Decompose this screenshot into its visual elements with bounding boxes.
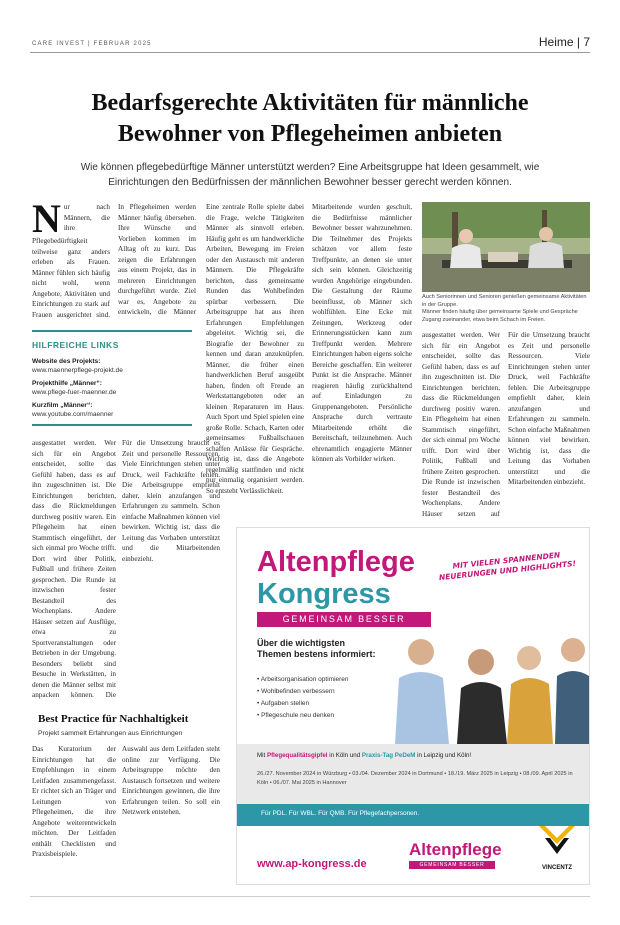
article-col2-top: In Pflegeheimen werden Männer häufig übersehen. Ihre Wünsche und Vorlieben kommen im Alltag oft zu kurz. Das zeigen die Erfahrungen aus einem Projekt, das in mehreren Einrichtungen durchgeführt wurde. Ziel war es, Angebote zu entwickeln, die Männer [118,203,196,316]
ad-info-heading: Über die wichtigsten Themen bestens informiert: [257,638,376,659]
article-col6: Für die Umsetzung braucht es Zeit und personelle Ressourcen. Viele Einrichtungen stehen unter Druck, weil Fachkräfte fehlen. Die Arbeitsgruppe empfiehlt daher, klein anzufangen und Erfahrungen zu sammeln. Schon einfache Maßnahmen können viel bewirken. Wichtig ist, dass die Leitung das Vorhaben unterstützt und die Mitarbeitenden einbezieht. [508,331,590,486]
bottom-col2: Auswahl aus dem Leitfaden steht online zur Verfügung. Die Arbeitsgruppe möchte den Austausch fortsetzen und weitere Einrichtungen gewinnen, die ihre Erfahrungen teilen. So soll ein Netzwerk entstehen. [122,745,220,816]
headline-line-1: Bedarfsgerechte Aktivitäten für männliche [91,90,529,116]
photo-caption-bottom: Männer finden häufig über gemeinsame Spiele und Gespräche Zugang zueinander, etwa beim Schach im Freien. [422,309,578,323]
links-title: HILFREICHE LINKS [32,340,119,350]
drop-cap: N [32,202,61,241]
ad-audience-bar [237,804,590,826]
ad-title-kongress: Kongress [257,578,391,610]
ad-title-altenpflege: Altenpflege [257,546,415,578]
ad-topic: • Pflegeschule neu denken [257,712,335,719]
advertisement-kongress[interactable] [236,527,590,885]
helpful-links-box [32,330,192,426]
ad-vincentz-logo: VINCENTZ [533,824,581,871]
bottom-col1: Das Kuratorium der Einrichtungen hat die Empfehlungen in einem Leitfaden zusammengefasst. Er richtet sich an Träger und Leitungen von Pflegeheimen, die ihre Angebote weiterentwickeln möchten. Der Leitfaden enthält Checklisten und Praxisbeispiele. [32,745,116,858]
headline-line-2: Bewohner von Pflegeheimen anbieten [117,121,503,147]
article-col1-lower: ausgestattet werden. Wer sich für ein Angebot entscheidet, sollte das Gefühl haben, dass es auf ihn zugeschnitten ist. Die Einrichtungen berichten, dass die Rückmeldungen durchweg positiv waren. Ein Pflegeheim hat einen Stammtisch eingeführt, der sich einmal pro Woche trifft. Dort wird über Politik, Fußball und frühere Zeiten gesprochen. Die Runde ist inzwischen fester Bestandteil des Wochenplans. Andere Häuser setzen auf Ausflüge, etwa zu Sportveranstaltungen oder Betrieben in der Umgebung. Besonders beliebt sind Besuche in Werkstätten, in denen die Männer selbst mit anpacken können. Die [32,439,116,699]
vincentz-logo-icon [537,824,577,858]
col1-top-text: ur nach Männern, die ihre Pflegebedürftigkeit teilweise ganz anders erleben als Frauen. Männer fühlen sich häufig nicht wohl, wenn Angebote, Aktivitäten und Einrichtungen zu stark auf Frauen ausgerichtet sind. [32,203,110,319]
article-col1-top [32,202,110,320]
ad-topic: • Arbeitsorganisation optimieren [257,676,349,683]
link-item[interactable]: Kurzfilm „Männer“: www.youtube.com/maenner [32,402,114,418]
photo-chess-men [422,202,590,292]
link-item[interactable]: Projekthilfe „Männer“: www.pflege-fuer-maenner.de [32,380,117,396]
article-col5: ausgestattet werden. Wer sich für ein Angebot entscheidet, sollte das Gefühl haben, dass es auf ihn zugeschnitten ist. Die Einrichtungen berichten, dass die Rückmeldungen durchweg positiv waren. Ein Pflegeheim hat einen Stammtisch eingeführt, der sich einmal pro Woche trifft. Dort wird über Politik, Fußball und frühere Zeiten gesprochen. Die Runde ist inzwischen fester Bestandteil des Wochenplans. Andere Häuser setzen auf [422,331,500,518]
subheadline-lead: Projekt sammelt Erfahrungen aus Einrichtungen [38,730,183,737]
ad-dates-strip [237,744,590,804]
page-header-left: CARE INVEST | FEBRUAR 2025 [32,41,152,47]
article-headline [40,88,580,150]
header-divider [30,52,590,53]
ad-strip-headline: Mit Pflegequalitätsgipfel in Köln und Praxis-Tag PeDeM in Leipzig und Köln! [257,752,472,759]
ad-event-dates: 26./27. November 2024 in Würzburg • 03./04. Dezember 2024 in Dortmund • 18./19. März 2025 in Leipzig • 08./09. April 2025 in Köln • 06./07. Mai 2025 in Hannover [257,771,573,786]
ad-people-photo [383,628,590,744]
article-col3: Eine zentrale Rolle spielte dabei die Frage, welche Tätigkeiten Männer als sinnvoll erleben. Häufig geht es um handwerkliche Arbeiten, Bewegung im Freien oder den Austausch mit anderen Männern. Die Pflegekräfte berichten, dass gemeinsame Runden das Wohlbefinden spürbar verbessern. Die Arbeitsgruppe hat aus ihren Erfahrungen Empfehlungen abgeleitet. Wichtig sei, die Biografie der Bewohner zu kennen und daran anzuknüpfen. Männer, die früher einen handwerklichen Beruf ausgeübt haben, finden oft Freude an Werkstattangeboten oder an kleinen Reparaturen im Haus. Auch Sport und Spiel spielen eine große Rolle. Schach, Karten oder gemeinsames Fußballschauen schaffen Anlässe für Gespräche. Wichtig ist, dass die Angebote regelmäßig stattfinden und nicht nur einmalig organisiert werden. So entsteht Verlässlichkeit. [206,203,304,495]
photo-caption-top: Auch Seniorinnen und Senioren genießen gemeinsame Aktivitäten in der Gruppe. [422,294,587,308]
ad-topic: • Wohlbefinden verbessern [257,688,335,695]
ad-audience-text: Für PDL. Für WBL. Für QMB. Für Pflegefachpersonen. [261,810,420,817]
ad-topic: • Aufgaben stellen [257,700,310,707]
ad-script-banner: MIT VIELEN SPANNENDEN NEUERUNGEN UND HIGHLIGHTS! [438,550,577,583]
ad-tagline: GEMEINSAM BESSER [257,612,431,627]
article-col4: Mitarbeitende wurden geschult, die Bedürfnisse männlicher Bewohner besser wahrzunehmen. Die Teilnehmer des Projekts schätzen vor allem feste Treffpunkte, an denen sie unter sich sein können. Gleichzeitig wurden Angehörige eingebunden. Die Gestaltung der Räume beeinflusst, ob Männer sich wohlfühlen. Eine Ecke mit Zeitungen, Werkzeug oder Erinnerungsstücken kann zum Treffpunkt werden. Mehrere Einrichtungen haben eigens solche Bereiche geschaffen. Ein weiterer Punkt ist die Ansprache. Männer reagieren häufig zurückhaltend auf Einladungen zu Gruppenangeboten. Persönliche Ansprache durch vertraute Mitarbeitende erhöht die Bereitschaft, teilzunehmen. Auch ehrenamtlich engagierte Männer können als Vorbilder wirken. [312,203,412,463]
article-lead: Wie können pflegebedürftige Männer unterstützt werden? Eine Arbeitsgruppe hat Ideen gesammelt, wie Einrichtungen den Bedürfnissen der männlichen Bewohner besser gerecht werden können. [80,162,540,188]
ad-website-link[interactable]: www.ap-kongress.de [257,858,367,870]
link-item[interactable]: Website des Projekts: www.maennerpflege-projekt.de [32,358,123,374]
article-photo [422,202,590,292]
article-col2-lower: Für die Umsetzung braucht es Zeit und personelle Ressourcen. Viele Einrichtungen stehen unter Druck, weil Fachkräfte fehlen. Die Arbeitsgruppe empfiehlt daher, klein anzufangen und Erfahrungen zu sammeln. Schon einfache Maßnahmen können viel bewirken. Wichtig ist, dass die Leitung das Vorhaben unterstützt und die Mitarbeitenden einbezieht. [122,439,220,563]
page-number: Heime | 7 [538,35,590,49]
subheadline: Best Practice für Nachhaltigkeit [38,713,189,725]
footer-divider [30,896,590,897]
ad-altenpflege-logo: Altenpflege GEMEINSAM BESSER [409,840,502,868]
ad-topic-list [257,674,387,722]
